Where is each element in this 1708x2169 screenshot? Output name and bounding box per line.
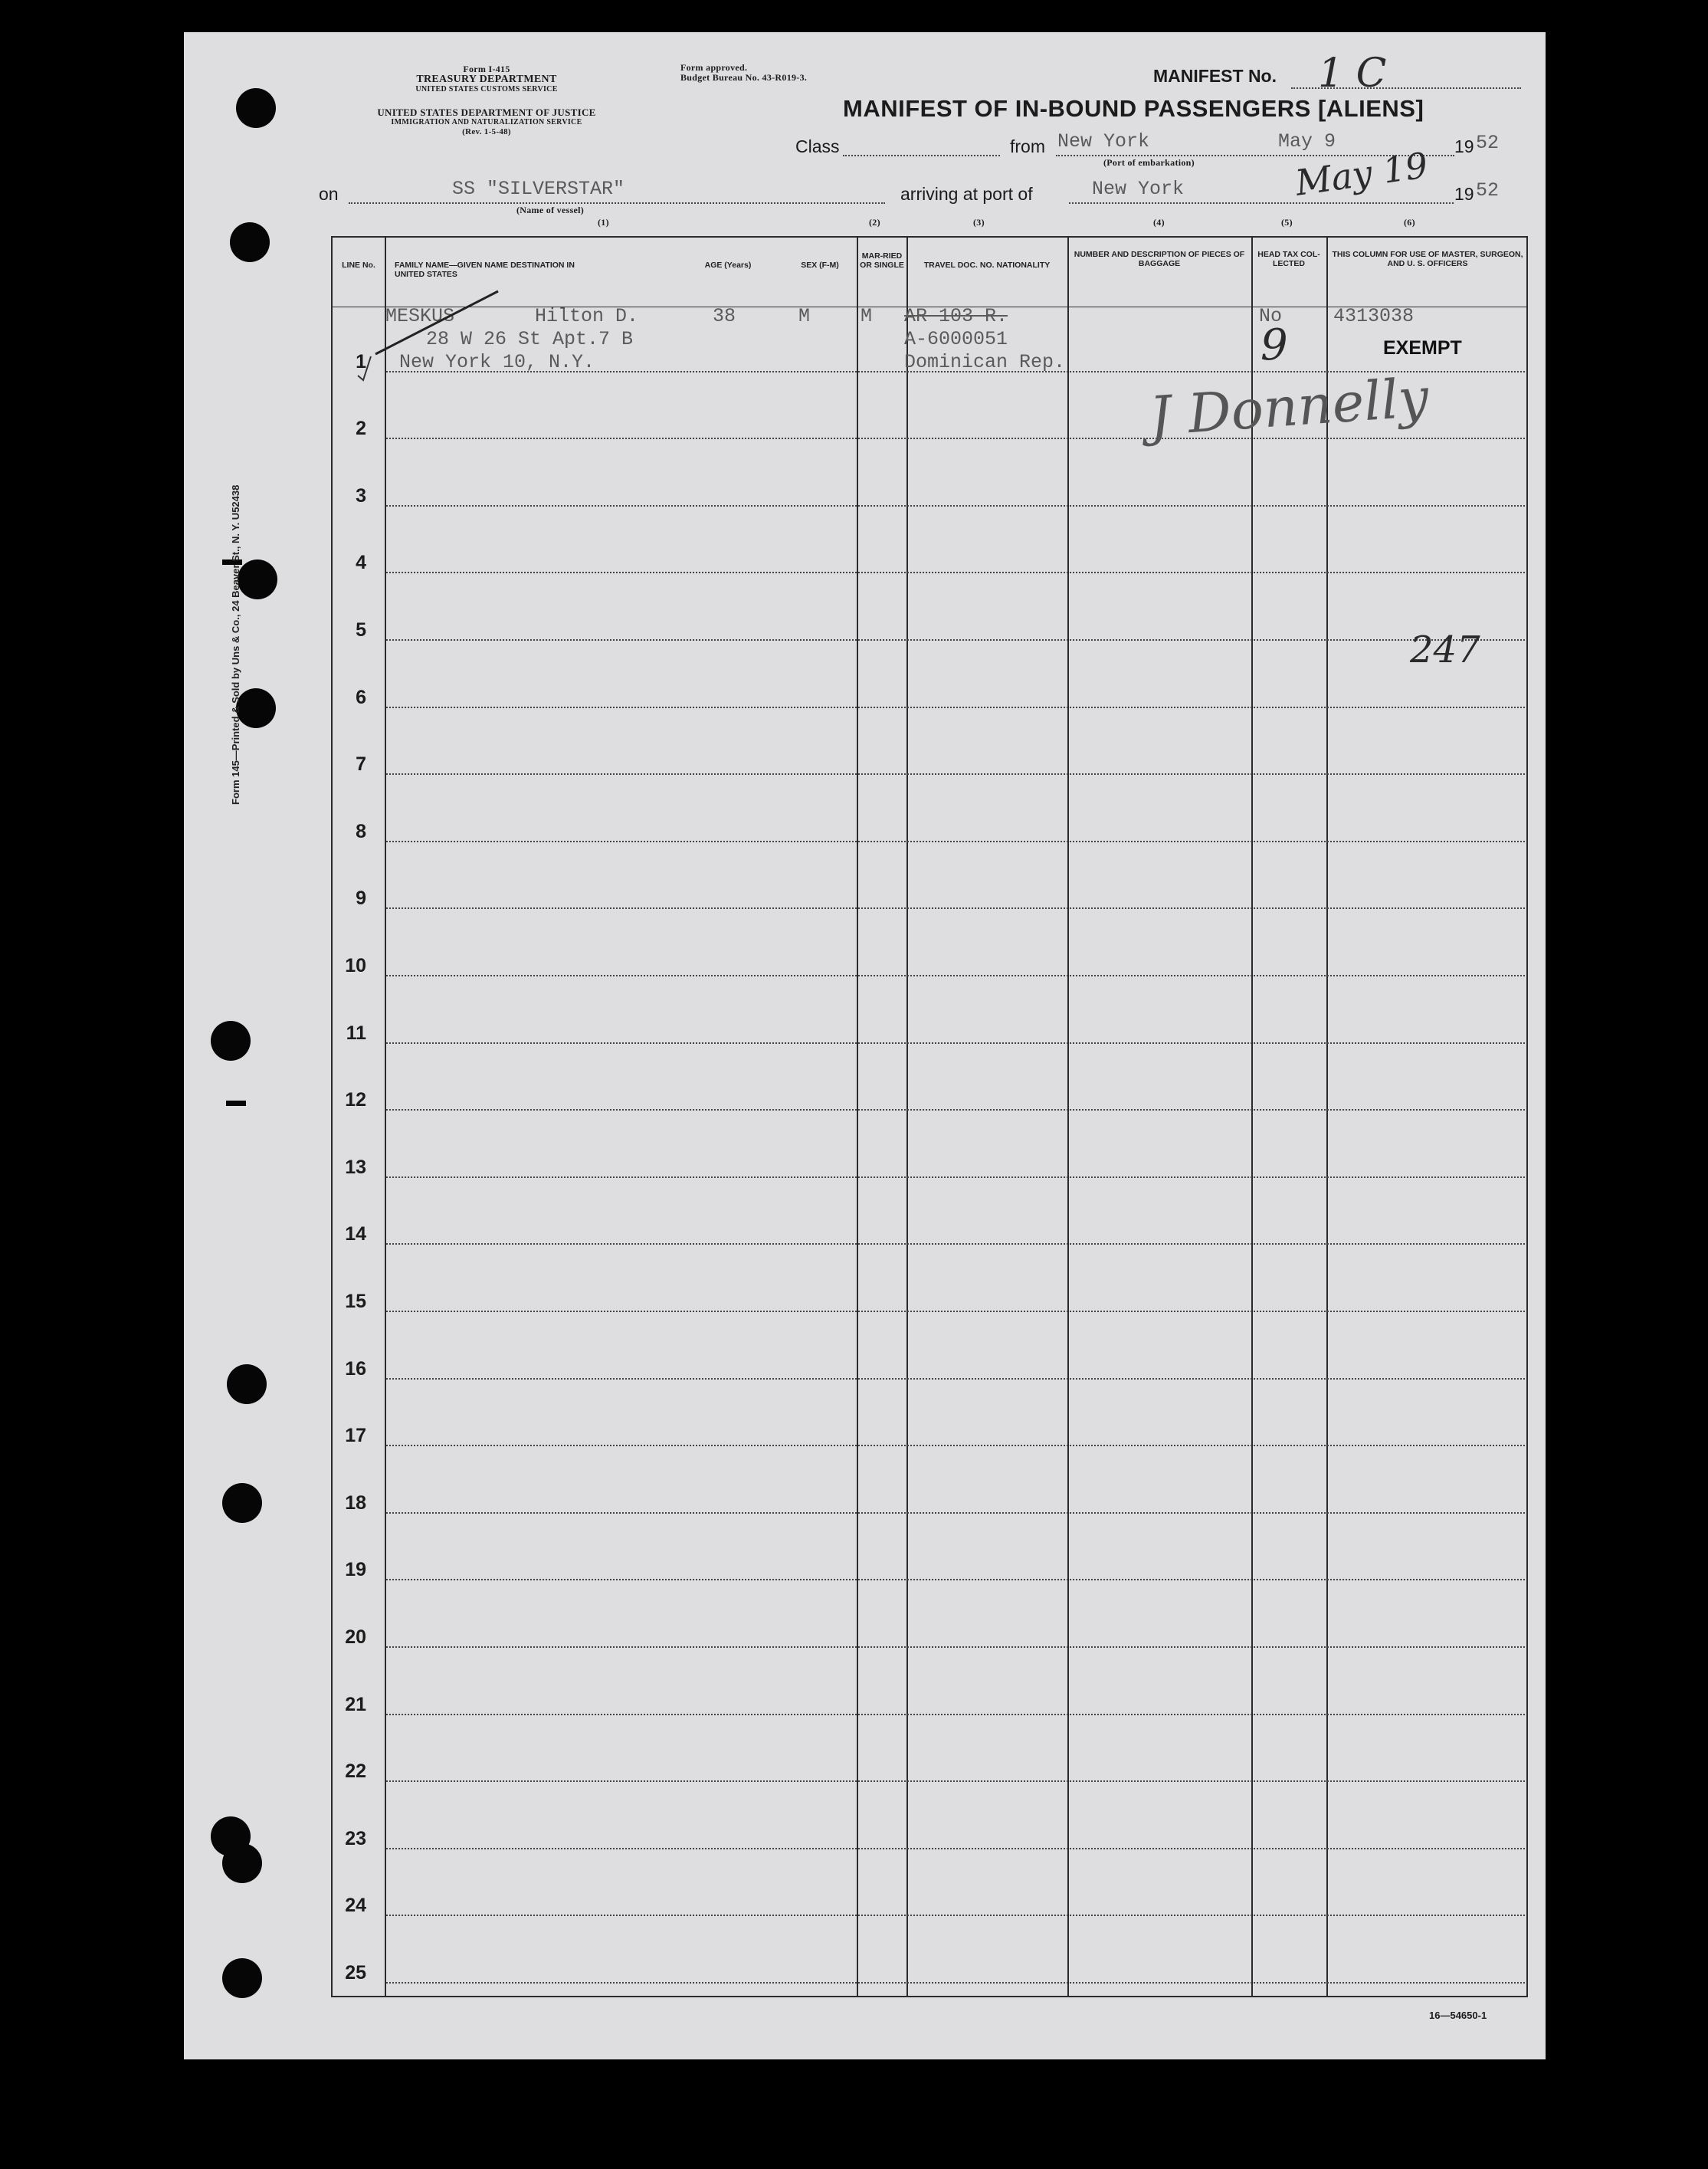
row-ruling [386,707,1525,708]
row-number: 21 [345,1693,366,1715]
punch-hole [211,1021,251,1061]
punch-hole [222,1843,262,1883]
arriving-line [1069,202,1454,204]
row-number: 14 [345,1223,366,1245]
col-header-name: FAMILY NAME—GIVEN NAME DESTINATION IN UNITED STATES [395,261,575,279]
inspector-signature: J Donnelly [1147,366,1431,448]
row-ruling [386,1445,1525,1446]
sex-value: M [798,305,811,327]
from-port-value: New York [1057,130,1150,153]
row-ruling [386,1042,1525,1044]
head-tax-value: No [1259,305,1283,327]
table-left-border [331,236,333,1997]
row-number: 13 [345,1156,366,1178]
row-number: 15 [345,1291,366,1312]
row-number: 19 [345,1559,366,1581]
row-number: 20 [345,1626,366,1648]
col-header-married: MAR-RIED OR SINGLE [860,251,904,270]
row-ruling [386,438,1525,439]
row-number: 16 [345,1357,366,1380]
row-ruling [386,1512,1525,1514]
column-divider [906,236,908,1997]
table-top-border [331,236,1528,238]
class-label: Class [795,136,840,156]
on-label: on [319,184,339,204]
row-ruling [386,1243,1525,1245]
punch-hole [230,222,270,262]
punch-hole [227,1364,267,1404]
punch-hole [236,688,276,728]
table-right-border [1526,236,1528,1997]
manifest-no-value: 1 C [1318,51,1387,97]
row-ruling [386,572,1525,573]
col-header-travel-doc: TRAVEL DOC. NO. NATIONALITY [923,261,1051,270]
footer-code: 16—54650-1 [1429,2010,1487,2021]
address-line-2: New York 10, N.Y. [399,351,595,373]
officer-number: 4313038 [1333,305,1415,327]
row-number: 2 [356,418,366,440]
manifest-no-label: MANIFEST No. [1153,66,1277,86]
checkmark-line-1 [354,353,377,383]
arrival-year: 52 [1476,179,1500,202]
row-number: 25 [345,1962,366,1984]
col-number-3: (3) [973,217,985,228]
vessel-line [349,202,885,204]
arrival-date-hand: May 19 [1293,144,1431,204]
table-bottom-border [331,1996,1528,1997]
justice-block: UNITED STATES DEPARTMENT OF JUSTICE IMMIGRATION AND NATURALIZATION SERVICE (Rev. 1-5-48) [377,107,596,136]
col-header-officers: THIS COLUMN FOR USE OF MASTER, SURGEON, AND U. S. OFFICERS [1332,250,1523,268]
class-line [843,155,1000,156]
row-ruling [386,1646,1525,1648]
given-name: Hilton D. [535,305,639,327]
column-divider [1251,236,1253,1997]
arrival-year-prefix: 19 [1454,184,1474,204]
row-number: 23 [345,1827,366,1849]
approval-block: Form approved. Budget Bureau No. 43-R019-3. [680,62,808,83]
row-ruling [386,1915,1525,1916]
col-header-baggage: NUMBER AND DESCRIPTION OF PIECES OF BAGGAGE [1074,250,1245,268]
arriving-port-value: New York [1092,178,1185,200]
row-number: 12 [345,1089,366,1111]
row-number: 18 [345,1491,366,1514]
binder-mark [226,1101,246,1106]
column-divider [385,236,386,1997]
row-number: 5 [356,619,366,641]
from-label: from [1010,136,1045,156]
column-divider [1326,236,1328,1997]
row-number: 4 [356,552,366,574]
row-ruling [386,975,1525,976]
row-number: 22 [345,1760,366,1783]
age-value: 38 [713,305,736,327]
manifest-no-line [1291,87,1521,89]
punch-hole [238,559,277,599]
travel-doc-2: A-6000051 [904,328,1008,350]
row-ruling [386,1109,1525,1111]
row-ruling [386,1780,1525,1782]
page-number-annotation: 247 [1410,628,1480,671]
col-header-sex: SEX (F-M) [801,261,839,270]
row-number: 1 [356,350,366,372]
column-divider [857,236,858,1997]
col-header-line-no: LINE No. [342,261,375,270]
form-id-block: Form I-415 TREASURY DEPARTMENT UNITED STATES CUSTOMS SERVICE [415,64,558,94]
row-ruling [386,1378,1525,1380]
punch-hole [222,1483,262,1523]
exempt-stamp: EXEMPT [1383,337,1462,359]
row-number: 6 [356,686,366,708]
row-number: 9 [356,888,366,910]
departure-date-value: May 9 [1278,130,1336,153]
row-ruling [386,1579,1525,1580]
row-ruling [386,1982,1525,1984]
row-ruling [386,1176,1525,1178]
row-ruling [386,907,1525,909]
strike-through-mark [368,285,506,362]
page-title: MANIFEST OF IN-BOUND PASSENGERS [ALIENS] [843,95,1424,122]
arriving-label: arriving at port of [900,184,1033,204]
row-number: 10 [345,955,366,976]
col-number-5: (5) [1281,217,1293,228]
row-ruling [386,1848,1525,1849]
row-ruling [386,773,1525,775]
punch-hole [236,88,276,128]
departure-year: 52 [1476,132,1500,154]
col-number-6: (6) [1404,217,1415,228]
printer-imprint: Form 145—Printed & Sold by Uns & Co., 24 Beaver St., N. Y. U52438 [230,484,241,805]
vessel-name: SS "SILVERSTAR" [452,178,625,200]
row-ruling [386,1311,1525,1312]
col-number-2: (2) [869,217,880,228]
row-ruling [386,1714,1525,1715]
row-ruling [386,639,1525,641]
married-value: M [861,305,873,327]
row-number: 3 [356,484,366,507]
row-ruling [386,505,1525,507]
port-embarkation-caption: (Port of embarkation) [1103,157,1195,168]
punch-hole [222,1958,262,1998]
row-ruling [386,841,1525,842]
col-number-1: (1) [598,217,609,228]
row-number: 17 [345,1425,366,1447]
row-number: 7 [356,753,366,776]
address-line-1: 28 W 26 St Apt.7 B [426,328,634,350]
travel-doc-1: AR 103 R. [904,305,1008,327]
col-header-head-tax: HEAD TAX COL-LECTED [1257,250,1320,268]
year-prefix: 19 [1454,136,1474,156]
col-header-age: AGE (Years) [704,261,752,270]
row-number: 11 [346,1022,366,1044]
family-name: MESKUS [385,305,455,327]
row-number: 24 [345,1895,366,1917]
row-number: 8 [356,820,366,842]
column-divider [1067,236,1069,1997]
vessel-caption: (Name of vessel) [516,205,585,215]
nationality-value: Dominican Rep. [904,351,1066,373]
col-number-4: (4) [1153,217,1165,228]
inspector-mark: 9 [1261,320,1288,370]
